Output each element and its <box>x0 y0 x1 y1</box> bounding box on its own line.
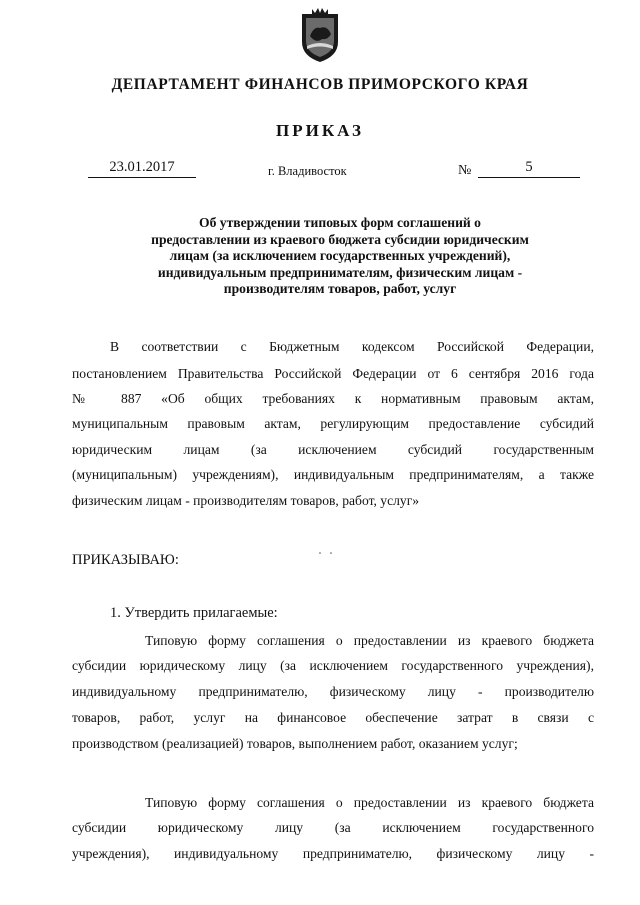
order-number-label: № <box>458 163 472 178</box>
preamble-line: (муниципальным) учреждениям), индивидуальным предпринимателям, а также <box>72 467 594 482</box>
form-2-line: Типовую форму соглашения о предоставлении из краевого бюджета <box>145 795 594 810</box>
preamble-line: юридическим лицам (за исключением субсидий государственным <box>72 442 594 457</box>
order-number: 5 <box>478 159 580 178</box>
subject-line: производителям товаров, работ, услуг <box>223 281 457 296</box>
item-1: 1. Утвердить прилагаемые: <box>110 605 278 621</box>
preamble-line: № 887 «Об общих требованиях к нормативным правовым актам, <box>72 391 594 406</box>
order-subject <box>110 215 570 298</box>
document-title: ПРИКАЗ <box>276 121 364 140</box>
form-1-line: товаров, работ, услуг на финансовое обеспечение затрат в связи с <box>72 710 594 725</box>
directive-heading: ПРИКАЗЫВАЮ: <box>72 552 179 568</box>
preamble-line: В соответствии с Бюджетным кодексом Российской Федерации, <box>110 339 594 354</box>
department-name: ДЕПАРТАМЕНТ ФИНАНСОВ ПРИМОРСКОГО КРАЯ <box>111 76 529 93</box>
scan-speck <box>318 552 334 554</box>
coat-of-arms-icon <box>300 6 340 64</box>
subject-line: предоставлении из краевого бюджета субсидии юридическим <box>151 231 529 247</box>
preamble-line: муниципальным правовым актам, регулирующим предоставление субсидий <box>72 416 594 431</box>
form-1-line: производством (реализацией) товаров, выполнением работ, оказанием услуг; <box>72 736 518 751</box>
preamble-line: постановлением Правительства Российской Федерации от 6 сентября 2016 года <box>72 366 594 381</box>
subject-line: индивидуальным предпринимателям, физическим лицам - <box>157 264 523 280</box>
order-city: г. Владивосток <box>268 164 347 178</box>
subject-line: Об утверждении типовых форм соглашений о <box>199 215 481 230</box>
form-2-line: субсидии юридическому лицу (за исключением государственного <box>72 820 594 835</box>
subject-line: лицам (за исключением государственных учреждений), <box>169 248 511 263</box>
form-1-line: индивидуальному предпринимателю, физическому лицу - производителю <box>72 684 594 699</box>
form-1-line: субсидии юридическому лицу (за исключением государственного учреждения), <box>72 658 594 673</box>
form-1-line: Типовую форму соглашения о предоставлении из краевого бюджета <box>145 633 594 648</box>
preamble-line: физическим лицам - производителям товаров, работ, услуг» <box>72 493 420 508</box>
order-date: 23.01.2017 <box>88 159 196 178</box>
form-2-line: учреждения), индивидуальному предпринимателю, физическому лицу - <box>72 846 594 861</box>
